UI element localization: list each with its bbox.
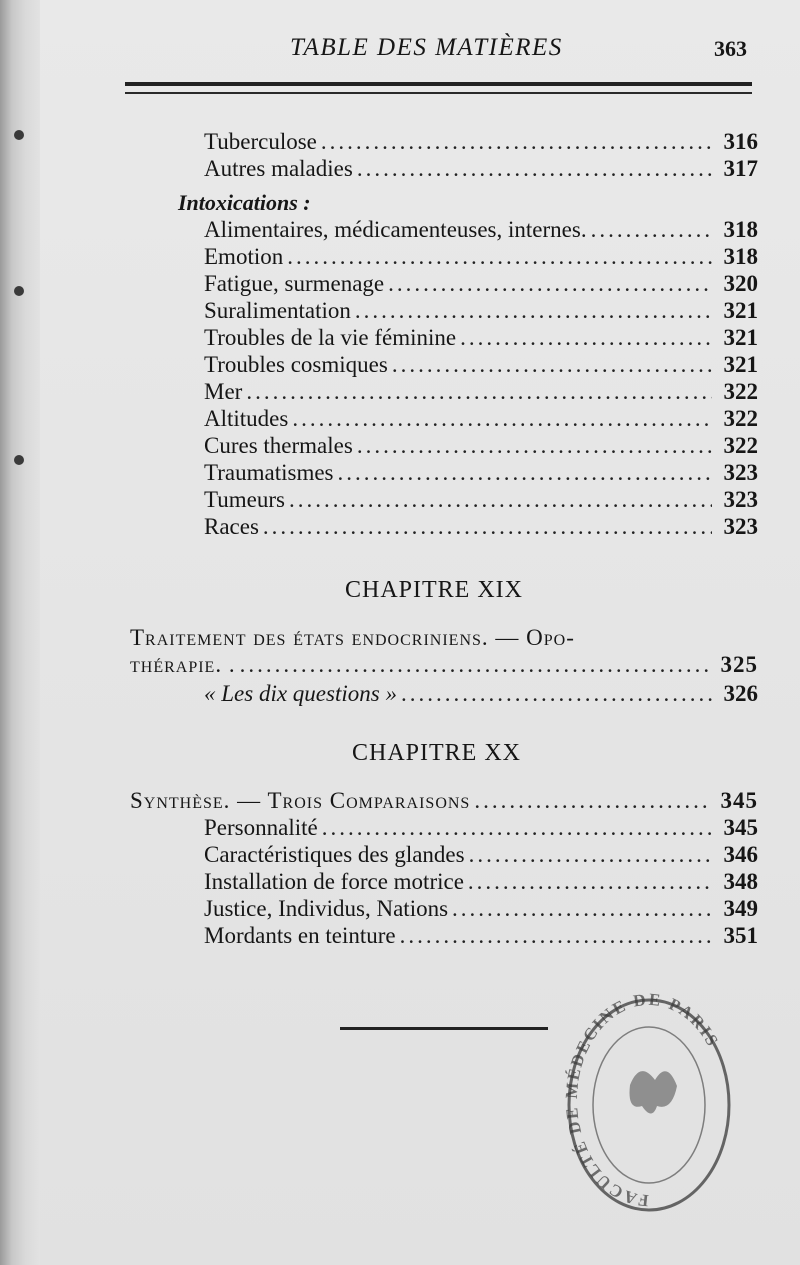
binding-hole	[14, 130, 24, 140]
toc-entry-page: 321	[723, 298, 758, 323]
toc-entry	[204, 270, 758, 297]
toc-entry-label: Suralimentation	[204, 298, 351, 323]
binding-hole	[14, 286, 24, 296]
toc-entry-page: 320	[723, 271, 758, 296]
dot-leader	[357, 155, 712, 182]
binding-hole	[14, 455, 24, 465]
toc-entry	[204, 378, 758, 405]
end-rule	[340, 1027, 548, 1030]
toc-entry-label: Tuberculose	[204, 129, 317, 154]
dot-leader	[400, 922, 712, 949]
toc-entry-label: Tumeurs	[204, 487, 285, 512]
toc-entry	[204, 216, 758, 243]
dot-leader	[591, 216, 712, 243]
chapter-heading: CHAPITRE XIX	[345, 577, 523, 603]
toc-entry	[204, 814, 758, 841]
toc-entry-page: 323	[723, 460, 758, 485]
toc-entry	[204, 243, 758, 270]
dot-leader	[322, 814, 712, 841]
dot-leader	[246, 378, 712, 405]
toc-entry	[130, 651, 758, 678]
toc-entry-page: 321	[723, 325, 758, 350]
toc-entry-label: Justice, Individus, Nations	[204, 896, 449, 921]
toc-entry-page: 326	[723, 681, 758, 706]
toc-entry	[204, 680, 758, 707]
toc-entry-page: 321	[723, 352, 758, 377]
page-number: 363	[714, 36, 747, 61]
section-heading-intoxications: Intoxications :	[178, 190, 311, 215]
toc-entry-page: 318	[723, 244, 758, 269]
toc-entry	[204, 486, 758, 513]
header-rule-thin	[125, 92, 752, 94]
dot-leader	[321, 128, 712, 155]
toc-entry-label: Alimentaires, médicamenteuses, internes.	[204, 217, 587, 242]
toc-entry	[204, 459, 758, 486]
dot-leader	[401, 680, 712, 707]
toc-entry-page: 348	[723, 869, 758, 894]
chapter-heading: CHAPITRE XX	[352, 740, 522, 766]
toc-entry	[204, 868, 758, 895]
toc-entry-label: Races	[204, 514, 259, 539]
dot-leader	[289, 486, 712, 513]
toc-entry-page: 318	[723, 217, 758, 242]
dot-leader	[388, 270, 712, 297]
chapter-title: Traitement des états endocriniens. — Opo-	[130, 625, 575, 650]
dot-leader	[240, 651, 712, 678]
stamp-text: FACULTÉ DE MÉDECINE DE PARIS	[561, 990, 723, 1211]
toc-entry-page: 322	[723, 433, 758, 458]
toc-entry-page: 322	[723, 406, 758, 431]
toc-entry-page: 316	[723, 129, 758, 154]
toc-entry-page: 345	[720, 788, 758, 813]
toc-entry-label: Personnalité	[204, 815, 318, 840]
library-stamp	[560, 990, 738, 1220]
toc-entry-page: 345	[723, 815, 758, 840]
toc-entry	[204, 351, 758, 378]
toc-entry-page: 325	[720, 652, 758, 677]
dot-leader	[292, 405, 712, 432]
toc-entry-label: « Les dix questions »	[204, 681, 397, 706]
toc-entry	[204, 155, 758, 182]
toc-entry-label: Autres maladies	[204, 156, 353, 181]
dot-leader	[357, 432, 712, 459]
toc-entry-page: 349	[723, 896, 758, 921]
header-rule-thick	[125, 82, 752, 86]
book-spine	[0, 0, 40, 1265]
toc-entry-label: Mer	[204, 379, 243, 404]
chapter-title-line	[130, 624, 758, 651]
toc-entry	[204, 297, 758, 324]
toc-entry-label: Cures thermales	[204, 433, 353, 458]
toc-entry-label: Emotion	[204, 244, 284, 269]
toc-entry-label: Troubles de la vie féminine	[204, 325, 457, 350]
dot-leader	[263, 513, 712, 540]
toc-entry	[204, 405, 758, 432]
dot-leader	[355, 297, 712, 324]
toc-entry	[204, 895, 758, 922]
toc-entry-page: 351	[723, 923, 758, 948]
toc-entry-page: 317	[723, 156, 758, 181]
toc-entry	[204, 432, 758, 459]
dot-leader	[460, 324, 712, 351]
toc-entry	[204, 324, 758, 351]
running-header-title: TABLE DES MATIÈRES	[290, 34, 563, 61]
dot-leader	[468, 868, 712, 895]
toc-entry-page: 323	[723, 514, 758, 539]
toc-entry	[130, 787, 758, 814]
toc-entry	[204, 513, 758, 540]
toc-entry-label: Fatigue, surmenage	[204, 271, 385, 296]
toc-entry-label: Caractéristiques des glandes	[204, 842, 465, 867]
chapter-title-continued: thérapie. .	[130, 652, 236, 677]
toc-entry-label: Altitudes	[204, 406, 289, 431]
dot-leader	[338, 459, 713, 486]
dot-leader	[452, 895, 712, 922]
toc-entry	[204, 128, 758, 155]
toc-entry-page: 323	[723, 487, 758, 512]
stamp-emblem	[630, 1071, 678, 1113]
dot-leader	[287, 243, 712, 270]
toc-entry-label: Installation de force motrice	[204, 869, 464, 894]
dot-leader	[392, 351, 712, 378]
toc-entry-label: Mordants en teinture	[204, 923, 396, 948]
dot-leader	[474, 787, 712, 814]
chapter-title: Synthèse. — Trois Comparaisons	[130, 788, 471, 813]
toc-entry-label: Traumatismes	[204, 460, 334, 485]
toc-entry-page: 322	[723, 379, 758, 404]
toc-entry-label: Troubles cosmiques	[204, 352, 388, 377]
toc-entry	[204, 841, 758, 868]
toc-entry	[204, 922, 758, 949]
toc-entry-page: 346	[723, 842, 758, 867]
dot-leader	[469, 841, 712, 868]
